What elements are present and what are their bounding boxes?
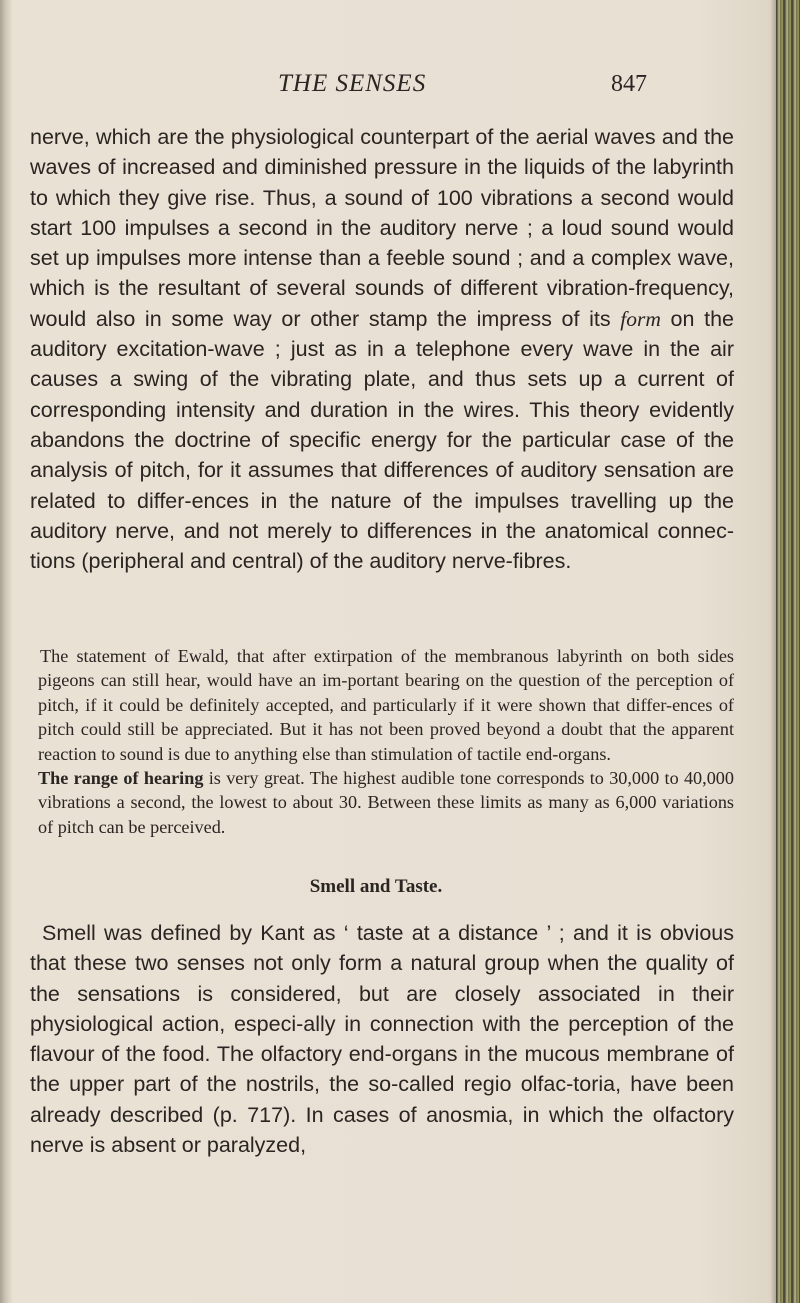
small-print-paragraph-range: [38, 766, 734, 839]
page-number: 847: [611, 71, 647, 97]
section-heading: [0, 876, 776, 898]
italic-word-form: form: [620, 306, 661, 331]
range-of-hearing-term: The range of hearing: [38, 768, 204, 789]
main-paragraph-part1: nerve, which are the physiological counterpart of the aerial waves and the waves of increased and diminished pressure in the liquids of the labyrinth to which they give rise. Thus, a sound of 100 vibrations a second would start 100 impulses a second in the auditory nerve ; a loud sound would set up impulses more intense than a feeble sound ; and a complex wave, which is the resultant of several sounds of different vibration-frequency, would also in some way or other stamp the impress of its: [30, 125, 734, 331]
main-paragraph-part2: on the auditory excitation-wave ; just as in a telephone every wave in the air causes a swing of the vibrating plate, and thus sets up a current of corresponding intensity and duration in the wires. This theory evidently abandons the doctrine of specific energy for the particular case of the analysis of pitch, for it assumes that differences of auditory sensation are related to differ-ences in the nature of the impulses travelling up the auditory nerve, and not merely to differences in the anatomical connec-tions (peripheral and central) of the auditory nerve-fibres.: [30, 306, 735, 574]
running-head: [0, 70, 776, 106]
running-title: THE SENSES: [278, 70, 427, 97]
main-paragraph: [30, 122, 734, 576]
range-of-hearing-text: is very great. The highest audible tone corresponds to 30,000 to 40,000 vibrations a second, the lowest to about 30. Between these limits as many as 6,000 variations of pitch can be perceived.: [38, 768, 734, 837]
page-left-edge: [0, 0, 12, 1303]
small-print-paragraph-ewald: The statement of Ewald, that after extirpation of the membranous labyrinth on both sides pigeons can still hear, would have an im-portant bearing on the question of the perception of pitch, if it could be definitely accepted, and particularly if it were shown that differ-ences of pitch could still be appreciated. But it has not been proved beyond a doubt that the apparent reaction to sound is due to anything else than stimulation of tactile end-organs.: [38, 646, 734, 764]
smell-paragraph: Smell was defined by Kant as ‘ taste at a distance ’ ; and it is obvious that these two senses not only form a natural group when the quality of the sensations is considered, but are closely associated in their physiological action, especi-ally in connection with the perception of the flavour of the food. The olfactory end-organs in the mucous membrane of the upper part of the nostrils, the so-called regio olfac-toria, have been already described (p. 717). In cases of anosmia, in which the olfactory nerve is absent or paralyzed,: [30, 921, 734, 1158]
book-spine: [776, 0, 800, 1303]
small-print-block: [38, 644, 734, 839]
section-heading-text: Smell and Taste.: [309, 876, 443, 897]
